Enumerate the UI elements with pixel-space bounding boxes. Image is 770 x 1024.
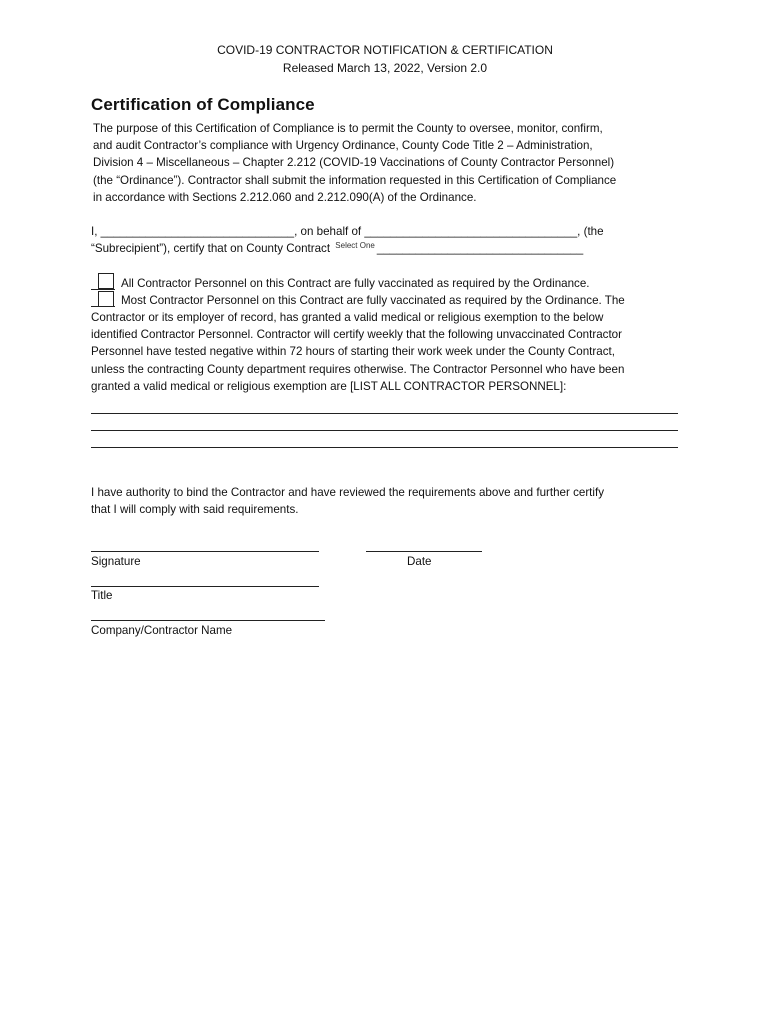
purpose-line: The purpose of this Certification of Compliance is to permit the County to oversee, monitor, confirm, [93,122,603,135]
contract-prefix: “Subrecipient”), certify that on County Contract [91,242,334,255]
date-label: Date [407,555,432,568]
purpose-line: and audit Contractor’s compliance with Urgency Ordinance, County Code Title 2 – Administration, [93,139,593,153]
exemption-line: Contractor or its employer of record, has granted a valid medical or religious exemption to the below [91,311,604,324]
signature-label: Signature [91,555,141,568]
company-name-line[interactable] [91,620,325,621]
date-line[interactable] [366,551,482,552]
purpose-line: (the “Ordinance”). Contractor shall submit the information requested in this Certification of Compliance [93,173,617,187]
exemption-line: granted a valid medical or religious exemption are [LIST ALL CONTRACTOR PERSONNEL]: [91,379,567,393]
contract-number-blank[interactable]: ________________________________ [376,242,584,255]
authority-paragraph [91,484,691,518]
contract-fill-line [91,240,583,257]
most-vaccinated-label: Most Contractor Personnel on this Contract are fully vaccinated as required by the Ordinance. The [121,294,625,307]
authority-line: that I will comply with said requirements. [91,503,299,517]
exemption-line: unless the contracting County department requires otherwise. The Contractor Personnel who have been [91,362,625,376]
personnel-list-line-1[interactable] [91,413,678,414]
signature-line[interactable] [91,551,319,552]
personnel-list-line-3[interactable] [91,447,678,448]
company-name-label: Company/Contractor Name [91,624,233,637]
name-subrecipient-fill-line[interactable]: I, ______________________________, on behalf of _________________________________, (the [91,225,604,238]
title-line[interactable] [91,586,319,587]
page-title: Certification of Compliance [91,95,315,114]
purpose-line: Division 4 – Miscellaneous – Chapter 2.212 (COVID-19 Vaccinations of County Contractor Personnel) [93,156,615,170]
exemption-paragraph [91,309,691,395]
header-title: COVID-19 CONTRACTOR NOTIFICATION & CERTIFICATION [217,43,553,57]
checkbox-underline [91,289,115,290]
exemption-line: Personnel have tested negative within 72 hours of starting their work week under the County Contract, [91,345,615,359]
contract-select-dropdown[interactable]: Select One [335,241,375,250]
most-vaccinated-checkbox[interactable] [98,291,114,307]
exemption-line: identified Contractor Personnel. Contractor will certify weekly that the following unvaccinated Contractor [91,328,622,342]
purpose-paragraph [93,120,693,206]
all-vaccinated-label: All Contractor Personnel on this Contract are fully vaccinated as required by the Ordinance. [121,277,590,290]
purpose-line: in accordance with Sections 2.212.060 and 2.212.090(A) of the Ordinance. [93,190,477,204]
all-vaccinated-checkbox[interactable] [98,273,114,289]
authority-line: I have authority to bind the Contractor and have reviewed the requirements above and further certify [91,486,604,499]
title-label: Title [91,589,113,602]
personnel-list-line-2[interactable] [91,430,678,431]
header-version: Released March 13, 2022, Version 2.0 [282,61,488,75]
